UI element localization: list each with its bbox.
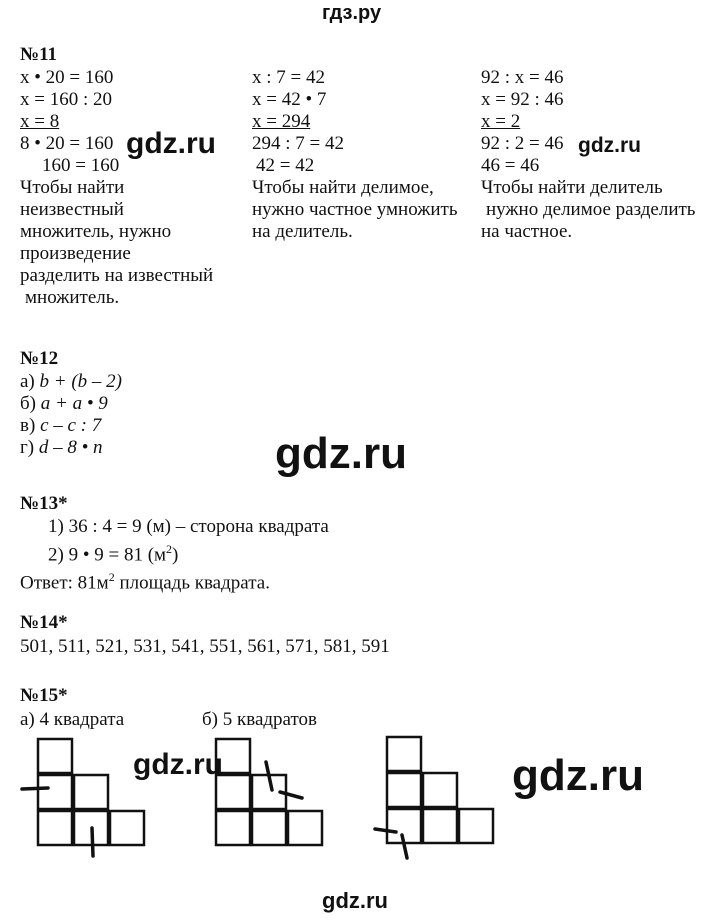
- watermark: gdz.ru: [133, 748, 223, 781]
- equation-answer: x = 8: [20, 111, 60, 132]
- equation-answer: x = 2: [481, 111, 521, 132]
- site-header: гдз.ру: [322, 2, 382, 24]
- equation-line: x : 7 = 42: [252, 67, 325, 88]
- check-line: 8 • 20 = 160: [20, 133, 114, 154]
- rule-line: нужно делимое разделить: [486, 199, 696, 220]
- equation-line: 92 : x = 46: [481, 67, 564, 88]
- rule-line: разделить на известный: [20, 265, 214, 286]
- rule-line: нужно частное умножить: [252, 199, 458, 220]
- equation-line: x • 20 = 160: [20, 67, 114, 88]
- task-15-label-b: б) 5 квадратов: [202, 709, 318, 730]
- rule-line: Чтобы найти делимое,: [252, 177, 434, 198]
- rule-line: Чтобы найти делитель: [481, 177, 663, 198]
- watermark: gdz.ru: [512, 751, 644, 800]
- solution-step: 1) 36 : 4 = 9 (м) – сторона квадрата: [48, 516, 329, 537]
- rule-line: на делитель.: [252, 221, 353, 242]
- task-13-title: №13*: [20, 493, 68, 514]
- rule-line: множитель, нужно: [20, 221, 172, 242]
- equation-line: x = 92 : 46: [481, 89, 564, 110]
- answer-line: Ответ: $81м^2$ площадь квадрата.: [20, 570, 270, 594]
- expression-item: б) a + a • 9: [20, 393, 108, 414]
- check-line: 294 : 7 = 42: [252, 133, 344, 154]
- expression-item: г) d – 8 • n: [20, 437, 103, 458]
- watermark: gdz.ru: [275, 429, 407, 478]
- equation-line: x = 42 • 7: [252, 89, 327, 110]
- rule-line: неизвестный: [20, 199, 124, 220]
- staircase-figure-c: [375, 737, 493, 858]
- staircase-figure-b: [216, 739, 322, 845]
- check-line: 160 = 160: [42, 155, 120, 176]
- equation-answer: x = 294: [252, 111, 311, 132]
- task-15-title: №15*: [20, 685, 68, 706]
- watermark: gdz.ru: [126, 127, 216, 160]
- task-14-title: №14*: [20, 612, 68, 633]
- watermark: gdz.ru: [322, 888, 388, 913]
- number-sequence: 501, 511, 521, 531, 541, 551, 561, 571, 581, 591: [20, 636, 390, 657]
- expression-item: а) b + (b – 2): [20, 371, 122, 392]
- solution-step: 2) 9 • 9 = 81 $(м^2)$: [48, 542, 179, 566]
- check-line: 42 = 42: [256, 155, 315, 176]
- task-15-label-a: а) 4 квадрата: [20, 709, 125, 730]
- staircase-figure-a: [22, 739, 144, 856]
- check-line: 46 = 46: [481, 155, 540, 176]
- rule-line: Чтобы найти: [20, 177, 125, 198]
- watermark: gdz.ru: [578, 134, 641, 157]
- rule-line: множитель.: [25, 287, 120, 308]
- equation-line: x = 160 : 20: [20, 89, 112, 110]
- task-11-title: №11: [20, 44, 58, 65]
- check-line: 92 : 2 = 46: [481, 133, 564, 154]
- expression-item: в) c – c : 7: [20, 415, 102, 436]
- task-12-title: №12: [20, 348, 59, 369]
- rule-line: на частное.: [481, 221, 573, 242]
- rule-line: произведение: [20, 243, 131, 264]
